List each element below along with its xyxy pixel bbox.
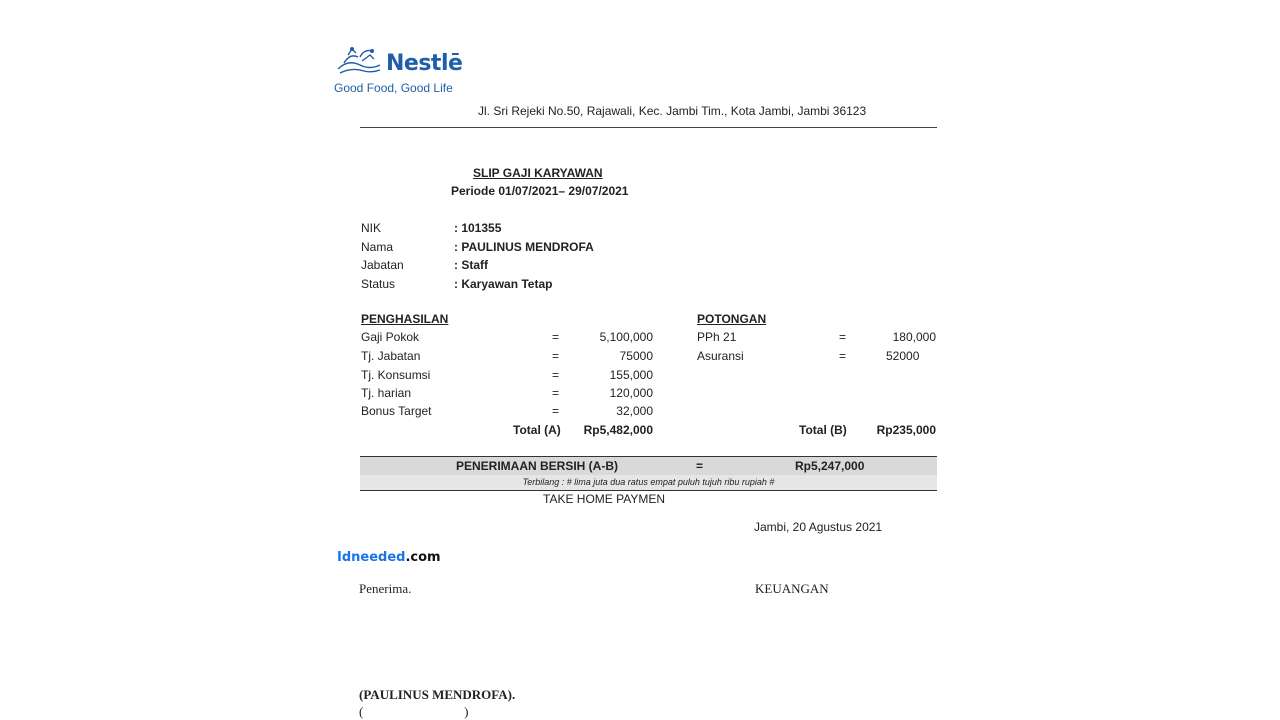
employee-label: Jabatan	[361, 258, 404, 272]
company-tagline: Good Food, Good Life	[334, 81, 453, 95]
income-label: Tj. Konsumsi	[361, 368, 431, 382]
deductions-heading: POTONGAN	[697, 312, 767, 326]
income-heading: PENGHASILAN	[361, 312, 449, 326]
income-eq: =	[552, 330, 560, 344]
header-divider	[360, 127, 937, 128]
income-amount: 75000	[619, 349, 653, 363]
income-total-value: Rp5,482,000	[583, 423, 653, 437]
finance-label: KEUANGAN	[755, 581, 829, 596]
signature-brackets: ( )	[359, 704, 469, 719]
income-label: Tj. harian	[361, 386, 412, 400]
net-pay-label: PENERIMAAN BERSIH (A-B)	[456, 459, 618, 473]
income-label: Bonus Target	[361, 404, 432, 418]
net-pay-value: Rp5,247,000	[795, 459, 865, 473]
slip-period: Periode 01/07/2021– 29/07/2021	[451, 184, 629, 198]
income-amount: 32,000	[616, 404, 653, 418]
income-eq: =	[552, 404, 560, 418]
deduction-eq: =	[839, 349, 847, 363]
deduction-label: Asuransi	[697, 349, 744, 363]
employee-value: : PAULINUS MENDROFA	[454, 240, 594, 254]
income-eq: =	[552, 349, 560, 363]
income-amount: 5,100,000	[599, 330, 653, 344]
deductions-total-label: Total (B)	[799, 423, 847, 437]
income-amount: 120,000	[609, 386, 653, 400]
nest-birds-icon	[334, 45, 384, 77]
take-home-caption: TAKE HOME PAYMEN	[543, 492, 666, 506]
receiver-label: Penerima.	[359, 581, 412, 596]
watermark-part2: .com	[405, 550, 441, 565]
employee-value: : Karyawan Tetap	[454, 277, 553, 291]
employee-value: : Staff	[454, 258, 488, 272]
amount-in-words: Terbilang : # lima juta dua ratus empat puluh tujuh ribu rupiah #	[522, 477, 775, 487]
deduction-eq: =	[839, 330, 847, 344]
net-pay-eq: =	[696, 459, 704, 473]
income-label: Gaji Pokok	[361, 330, 420, 344]
deduction-amount: 52000	[886, 349, 920, 363]
employee-label: Nama	[361, 240, 394, 254]
watermark	[337, 550, 441, 565]
deductions-total-value: Rp235,000	[876, 423, 936, 437]
employee-value: : 101355	[454, 221, 502, 235]
company-address: Jl. Sri Rejeki No.50, Rajawali, Kec. Jambi Tim., Kota Jambi, Jambi 36123	[478, 104, 867, 118]
income-label: Tj. Jabatan	[361, 349, 421, 363]
logo-wordmark: Nestlē	[386, 51, 463, 76]
place-date: Jambi, 20 Agustus 2021	[754, 520, 883, 534]
income-amount: 155,000	[609, 368, 653, 382]
income-eq: =	[552, 368, 560, 382]
income-eq: =	[552, 386, 560, 400]
employee-label: NIK	[361, 221, 382, 235]
employee-label: Status	[361, 277, 396, 291]
watermark-part1: Idneeded	[337, 550, 406, 565]
slip-title: SLIP GAJI KARYAWAN	[473, 166, 603, 180]
deduction-label: PPh 21	[697, 330, 737, 344]
receiver-name: (PAULINUS MENDROFA).	[359, 687, 516, 702]
deduction-amount: 180,000	[892, 330, 936, 344]
income-total-label: Total (A)	[513, 423, 561, 437]
